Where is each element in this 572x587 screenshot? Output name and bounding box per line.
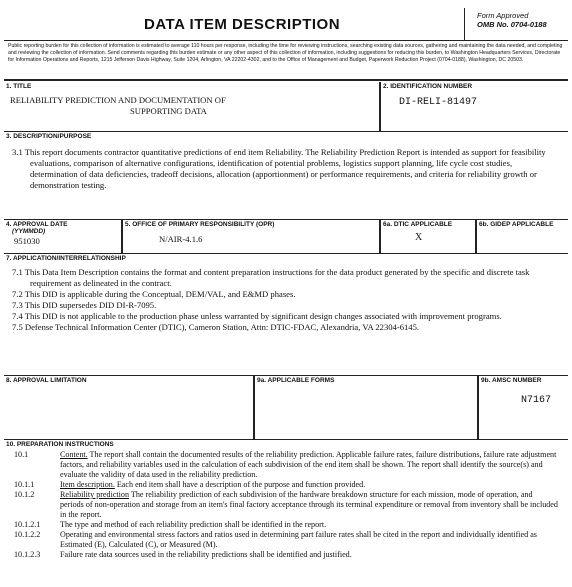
identification-value: DI-RELI-81497 — [399, 97, 478, 108]
prep-item-number: 10.1.2 — [14, 490, 35, 499]
data-item-description-form — [4, 2, 568, 583]
prep-item-number: 10.1.2.2 — [14, 530, 41, 539]
prep-item — [4, 550, 558, 560]
prep-item-number: 10.1 — [14, 450, 29, 459]
prep-item-text: The reliability prediction of each subdivision of the hardware breakdown structure for each mission, mode of operation, and periods of non-operation and storage from an item's final factory acceptance through its terminal expenditure or removal from inventory shall be included in the report. — [60, 490, 558, 519]
application-item: 7.1 This Data Item Description contains the format and content preparation instructions for the data product generated by the specific and discrete task requirement as delineated in the contract. — [12, 267, 530, 288]
title-value-line1: RELIABILITY PREDICTION AND DOCUMENTATION OF — [10, 95, 226, 105]
prep-item-text: Each end item shall have a description of the purpose and function provided. — [114, 480, 366, 489]
application-item: 7.2 This DID is applicable during the Conceptual, DEM/VAL, and E&MD phases. — [12, 289, 296, 299]
applicable-forms-label: 9a. APPLICABLE FORMS — [257, 377, 335, 384]
prep-item-heading: Reliability prediction — [60, 490, 130, 499]
amsc-number-value: N7167 — [521, 395, 552, 406]
form-approved-label: Form Approved — [477, 11, 529, 20]
prep-item-number: 10.1.1 — [14, 480, 35, 489]
description-label: 3. DESCRIPTION/PURPOSE — [6, 133, 92, 140]
prep-item — [4, 490, 558, 520]
form-title: DATA ITEM DESCRIPTION — [144, 16, 341, 33]
prep-item-heading: Item description. — [60, 480, 115, 489]
opr-field — [122, 220, 380, 254]
approval-date-value: 951030 — [14, 236, 40, 246]
prep-item-number: 10.1.2.1 — [14, 520, 41, 529]
description-section — [4, 132, 568, 220]
amsc-number-label: 9b. AMSC NUMBER — [481, 377, 542, 384]
form-approved-box — [464, 8, 568, 40]
approval-date-field — [4, 220, 122, 254]
title-value-line2: SUPPORTING DATA — [130, 106, 207, 116]
burden-statement: Public reporting burden for this collection of information is estimated to average 110 hours per response, including the time for reviewing instructions, searching existing data sources, gathering and maintaining the data needed, and completing and reviewing the collection of information. Send comments regarding this burden estimate or any other aspect of this collection of information, including suggestions for reducing this burden, to Washington Headquarters Services, Directorate for Information Operations and Reports, 1215 Jefferson Davis Highway, Suite 1204, Arlington, VA 22202-4302, and to the Office of Management and Budget, Paperwork Reduction Project (0704-0188), Washington, DC 20503. — [4, 41, 568, 81]
title-label: 1. TITLE — [6, 83, 32, 90]
gidep-applicable-field — [476, 220, 568, 254]
identification-label: 2. IDENTIFICATION NUMBER — [383, 83, 473, 90]
application-item: 7.3 This DID supersedes DID DI-R-7095. — [12, 300, 157, 310]
application-item: 7.4 This DID is not applicable to the production phase unless warranted by significant design changes associated with improvement programs. — [12, 311, 502, 321]
form-header — [4, 2, 568, 41]
dtic-applicable-field — [380, 220, 476, 254]
gidep-label: 6b. GIDEP APPLICABLE — [479, 221, 554, 228]
preparation-label: 10. PREPARATION INSTRUCTIONS — [6, 441, 114, 448]
opr-label: 5. OFFICE OF PRIMARY RESPONSIBILITY (OPR) — [125, 221, 275, 228]
approval-date-label: 4. APPROVAL DATE — [6, 221, 68, 228]
prep-item-heading: Content. — [60, 450, 88, 459]
application-item: 7.5 Defense Technical Information Center (DTIC), Cameron Station, Attn: DTIC-FDAC, Alexandria, VA 22304-6145. — [12, 322, 420, 332]
prep-item-number: 10.1.2.3 — [14, 550, 41, 559]
prep-item — [4, 480, 558, 490]
application-label: 7. APPLICATION/INTERRELATIONSHIP — [6, 255, 126, 262]
approval-date-format: (YYMMDD) — [12, 228, 46, 235]
prep-item-text: Operating and environmental stress factors and ratios used in determining part failure rates shall be cited in the report and individually identified as Estimated (E), Calculated (C), or Measured (M). — [60, 530, 537, 549]
dtic-label: 6a. DTIC APPLICABLE — [383, 221, 453, 228]
prep-item — [4, 530, 558, 550]
dtic-value: X — [415, 232, 423, 243]
prep-item-text: Failure rate data sources used in the reliability predictions shall be identified and justified. — [60, 550, 352, 559]
title-field — [4, 82, 380, 132]
applicable-forms-field — [254, 376, 478, 440]
approval-limitation-label: 8. APPROVAL LIMITATION — [6, 377, 87, 384]
prep-item-text: The type and method of each reliability prediction shall be identified in the report. — [60, 520, 327, 529]
approval-limitation-field — [4, 376, 254, 440]
preparation-section — [4, 440, 568, 583]
opr-value: N/AIR-4.1.6 — [159, 234, 203, 244]
prep-item — [4, 520, 558, 530]
application-section — [4, 254, 568, 376]
amsc-number-field — [478, 376, 568, 440]
prep-item-text: The report shall contain the documented results of the reliability prediction. Applicable failure rates, failure distributions, failure rate adjustment factors, and reliability variables used in the calculation of each subdivision of the end item shall be shown. The report shall identify the source(s) and evaluate the validity of data used in the reliability prediction. — [60, 450, 557, 479]
omb-number: OMB No. 0704-0188 — [477, 20, 547, 29]
description-text: 3.1 This report documents contractor quantitative predictions of end item Reliability. The Reliability Prediction Report is intended as support for feasibility evaluations, comparison of alternative configurations, identification of potential problems, logistics support planning, life cycle cost studies, determination of data deficiencies, tradeoff decisions, allocation (apportionment) or performance requirements, and criteria for reliability growth or demonstration testing. — [12, 147, 546, 190]
prep-item — [4, 450, 558, 480]
identification-field — [380, 82, 568, 132]
